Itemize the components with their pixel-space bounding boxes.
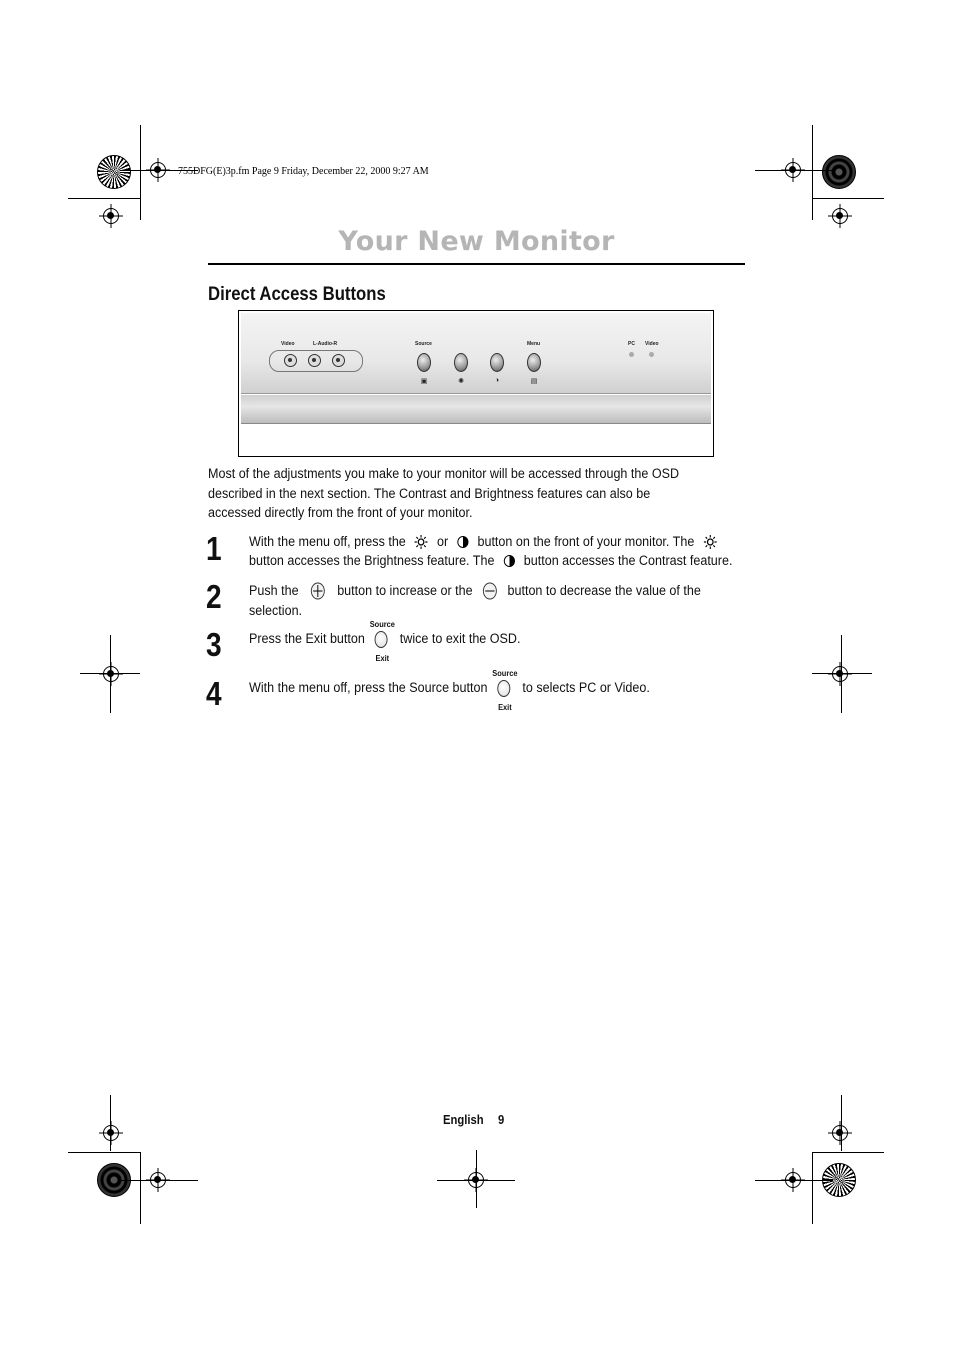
brightness-icon [415, 535, 428, 549]
audio-left-jack-icon [308, 354, 321, 367]
minus-button-icon [483, 582, 498, 600]
video-jack-label: Video [281, 341, 295, 347]
menu-symbol-icon: ▤ [530, 378, 538, 385]
audio-jack-label: L-Audio-R [313, 341, 338, 347]
oval-button-icon [497, 680, 510, 697]
exit-label: Exit [375, 653, 390, 663]
plus-contrast-button[interactable] [490, 353, 504, 372]
monitor-front-panel-figure [238, 310, 714, 457]
brightness-icon [703, 535, 716, 549]
section-title: Direct Access Buttons [208, 284, 386, 305]
step-3-line [249, 619, 521, 663]
oval-button-icon [375, 631, 388, 648]
step-text: With the menu off, press the [249, 534, 406, 549]
contrast-icon [457, 536, 468, 548]
step-text: button to increase or the [337, 583, 473, 598]
registration-starburst-icon [822, 155, 856, 189]
title-rule [208, 263, 745, 265]
registration-mark-icon [103, 666, 119, 682]
step-text: or [436, 534, 449, 549]
source-exit-button[interactable] [417, 353, 431, 372]
step-text: Press the Exit button [249, 631, 365, 646]
registration-starburst-icon [97, 155, 131, 189]
step-text: to selects PC or Video. [522, 680, 650, 695]
source-exit-button-icon [491, 668, 519, 712]
brightness-symbol-icon: ✺ [458, 378, 464, 385]
registration-mark-icon [832, 666, 848, 682]
step-4-line [249, 668, 650, 712]
registration-mark-icon [103, 208, 119, 224]
source-button-label: Source [415, 341, 432, 347]
step-text: With the menu off, press the Source button [249, 680, 488, 695]
monitor-bezel [241, 313, 711, 394]
pc-indicator-led [629, 352, 634, 357]
video-jack-icon [284, 354, 297, 367]
source-symbol-icon: ▣ [420, 378, 428, 385]
step-text: twice to exit the OSD. [399, 631, 521, 646]
step-text: button accesses the Brightness feature. The [249, 553, 495, 568]
menu-button[interactable] [527, 353, 541, 372]
file-header: 755DFG(E)3p.fm Page 9 Friday, December 22, 2000 9:27 AM [178, 166, 429, 177]
registration-mark-icon [832, 1125, 848, 1141]
step-number: 4 [206, 675, 222, 712]
monitor-bezel-lower [241, 395, 711, 424]
source-label: Source [492, 668, 518, 678]
contrast-symbol-icon: ◑ [494, 377, 500, 384]
video-indicator-label: Video [645, 341, 659, 347]
source-label: Source [369, 619, 395, 629]
minus-brightness-button[interactable] [454, 353, 468, 372]
menu-button-label: Menu [527, 341, 541, 347]
registration-mark-icon [103, 1125, 119, 1141]
audio-right-jack-icon [332, 354, 345, 367]
chapter-title: Your New Monitor [338, 226, 615, 257]
source-exit-button-icon [368, 619, 396, 663]
step-text: button to decrease the value of the [507, 583, 701, 598]
step-number: 3 [206, 626, 222, 663]
page-number: 9 [498, 1113, 505, 1127]
plus-button-icon [310, 582, 325, 600]
page-footer [443, 1113, 504, 1127]
input-jacks [269, 350, 363, 372]
footer-language: English [443, 1113, 484, 1127]
step-1-line-2 [249, 551, 732, 571]
step-number: 2 [206, 578, 222, 615]
step-text: button on the front of your monitor. The [477, 534, 695, 549]
step-2-line-1 [249, 581, 701, 601]
video-indicator-led [649, 352, 654, 357]
exit-label: Exit [498, 702, 512, 712]
pc-indicator-label: PC [628, 341, 635, 347]
step-number: 1 [206, 530, 222, 567]
registration-mark-icon [832, 208, 848, 224]
step-text: Push the [249, 583, 299, 598]
step-1-line-1 [249, 532, 722, 552]
contrast-icon [504, 555, 515, 567]
step-text: button accesses the Contrast feature. [523, 553, 733, 568]
step-2-line-2: selection. [249, 603, 303, 618]
intro-paragraph: Most of the adjustments you make to your monitor will be accessed through the OSD described in the next section. The Contrast and Brightness features can also be accessed directly from the front of your monitor. [208, 466, 680, 520]
